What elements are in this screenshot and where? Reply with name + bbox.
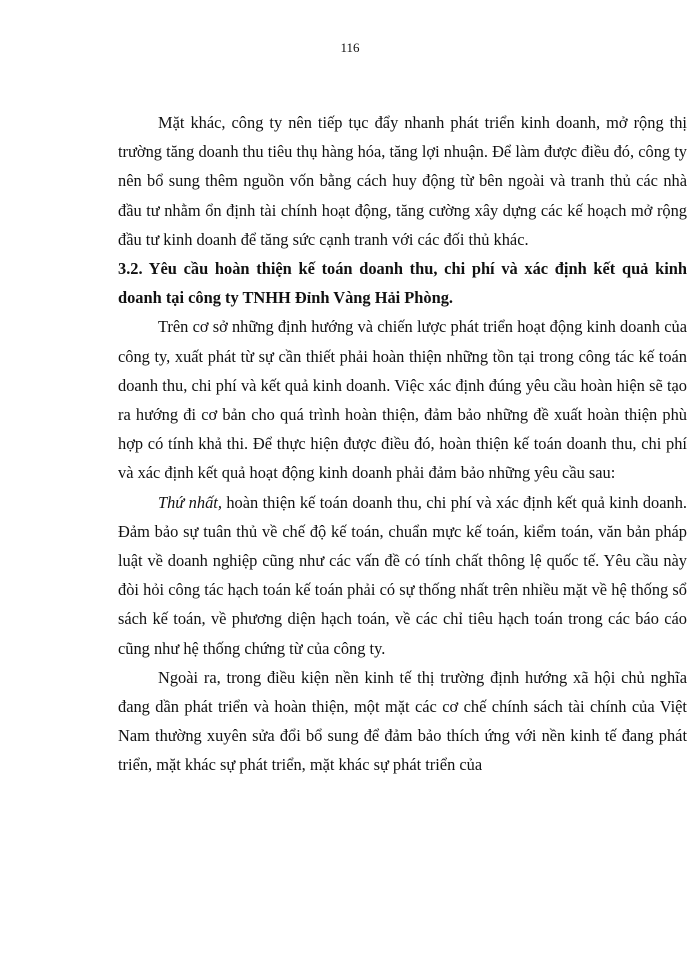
paragraph: Trên cơ sở những định hướng và chiến lược phát triển hoạt động kinh doanh của công ty, xuất phát từ sự cần thiết phải hoàn thiện những tồn tại trong công tác kế toán doanh thu, chi phí và kết quả kinh doanh. Việc xác định đúng yêu cầu hoàn hiện sẽ tạo ra hướng đi cơ bản cho quá trình hoàn thiện, đảm bảo những đề xuất hoàn thiện phù hợp có tính khả thi. Để thực hiện được điều đó, hoàn thiện kế toán doanh thu, chi phí và xác định kết quả hoạt động kinh doanh phải đảm bảo những yêu cầu sau:: [118, 317, 687, 483]
paragraph-text: hoàn thiện kế toán doanh thu, chi phí và xác định kết quả kinh doanh. Đảm bảo sự tuân thủ về chế độ kế toán, chuẩn mực kế toán, kiểm toán, văn bản pháp luật về doanh nghiệp cũng như các vấn đề có tính chất thông lệ quốc tế. Yêu cầu này đòi hỏi công tác hạch toán kế toán phải có sự thống nhất trên nhiều mặt về hệ thống sổ sách kế toán, về phương diện hạch toán, về các chỉ tiêu hạch toán trong các báo cáo cũng như hệ thống chứng từ của công ty.: [118, 492, 687, 658]
paragraph: Ngoài ra, trong điều kiện nền kinh tế thị trường định hướng xã hội chủ nghĩa đang dần phát triển và hoàn thiện, một mặt các cơ chế chính sách tài chính của Việt Nam thường xuyên sửa đổi bổ sung để đảm bảo thích ứng với nền kinh tế đang phát triển, mặt khác sự phát triển, mặt khác sự phát triển của: [118, 667, 687, 775]
document-body: [118, 108, 687, 780]
paragraph: [118, 488, 687, 663]
paragraph: Mặt khác, công ty nên tiếp tục đẩy nhanh phát triển kinh doanh, mở rộng thị trường tăng doanh thu tiêu thụ hàng hóa, tăng lợi nhuận. Để làm được điều đó, công ty nên bổ sung thêm nguồn vốn bằng cách huy động từ bên ngoài và tranh thủ các nhà đầu tư nhằm ổn định tài chính hoạt động, tăng cường xây dựng các kế hoạch mở rộng đầu tư kinh doanh để tăng sức cạnh tranh với các đối thủ khác.: [118, 113, 687, 249]
paragraph-lead-italic: Thứ nhất,: [158, 492, 222, 512]
page-number: 116: [340, 40, 360, 55]
section-heading: 3.2. Yêu cầu hoàn thiện kế toán doanh thu, chi phí và xác định kết quả kinh doanh tại công ty TNHH Đỉnh Vàng Hải Phòng.: [118, 259, 687, 308]
